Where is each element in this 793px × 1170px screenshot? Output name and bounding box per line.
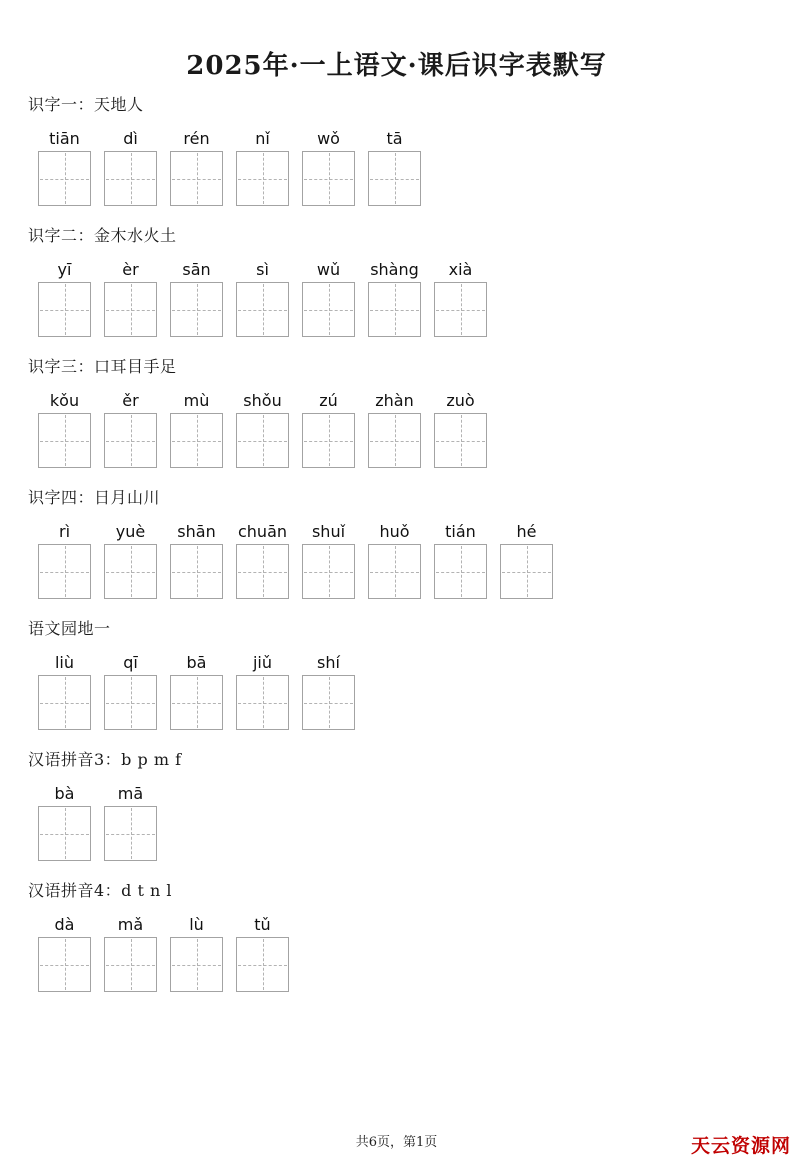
- tianzige-writing-box[interactable]: [302, 675, 355, 730]
- tianzige-writing-box[interactable]: [104, 282, 157, 337]
- tianzige-writing-box[interactable]: [368, 544, 421, 599]
- pinyin-label: tiān: [49, 129, 80, 148]
- character-cell: [38, 392, 91, 468]
- tianzige-horizontal-dashed-line: [436, 310, 485, 311]
- character-cell: [236, 261, 289, 337]
- tianzige-writing-box[interactable]: [236, 937, 289, 992]
- character-cell: [236, 916, 289, 992]
- worksheet-page: [0, 48, 793, 1157]
- character-cell: [170, 654, 223, 730]
- pinyin-label: mā: [117, 784, 144, 803]
- section-header: 汉语拼音4：d t n l: [28, 881, 173, 900]
- pinyin-label: jiǔ: [252, 653, 273, 672]
- grid-row: [38, 654, 793, 730]
- pinyin-label: shuǐ: [311, 522, 346, 541]
- section-header: 识字四：日月山川: [28, 488, 161, 507]
- tianzige-horizontal-dashed-line: [106, 179, 155, 180]
- character-cell: [434, 261, 487, 337]
- tianzige-writing-box[interactable]: [170, 151, 223, 206]
- character-cell: [170, 523, 223, 599]
- tianzige-writing-box[interactable]: [434, 544, 487, 599]
- character-cell: [236, 130, 289, 206]
- character-cell: [302, 392, 355, 468]
- pinyin-label: zhàn: [375, 391, 414, 410]
- tianzige-horizontal-dashed-line: [40, 703, 89, 704]
- character-cell: [170, 392, 223, 468]
- tianzige-horizontal-dashed-line: [106, 965, 155, 966]
- character-cell: [170, 130, 223, 206]
- tianzige-horizontal-dashed-line: [40, 310, 89, 311]
- tianzige-writing-box[interactable]: [236, 544, 289, 599]
- tianzige-horizontal-dashed-line: [106, 703, 155, 704]
- tianzige-horizontal-dashed-line: [238, 572, 287, 573]
- pinyin-label: shàng: [370, 260, 419, 279]
- tianzige-writing-box[interactable]: [236, 151, 289, 206]
- tianzige-horizontal-dashed-line: [172, 703, 221, 704]
- tianzige-horizontal-dashed-line: [304, 572, 353, 573]
- character-cell: [38, 916, 91, 992]
- pinyin-label: chuān: [237, 522, 288, 541]
- pinyin-label: ěr: [122, 391, 139, 410]
- tianzige-horizontal-dashed-line: [304, 179, 353, 180]
- tianzige-writing-box[interactable]: [38, 544, 91, 599]
- character-cell: [104, 654, 157, 730]
- pinyin-label: shí: [317, 653, 340, 672]
- pinyin-label: yuè: [115, 522, 146, 541]
- character-cell: [38, 654, 91, 730]
- tianzige-horizontal-dashed-line: [106, 834, 155, 835]
- tianzige-horizontal-dashed-line: [304, 703, 353, 704]
- character-cell: [104, 523, 157, 599]
- worksheet-section: [0, 751, 793, 861]
- tianzige-writing-box[interactable]: [236, 675, 289, 730]
- worksheet-section: [0, 358, 793, 468]
- tianzige-horizontal-dashed-line: [238, 965, 287, 966]
- tianzige-writing-box[interactable]: [236, 413, 289, 468]
- character-cell: [104, 130, 157, 206]
- tianzige-horizontal-dashed-line: [172, 441, 221, 442]
- worksheet-section: [0, 620, 793, 730]
- pinyin-label: shǒu: [243, 391, 282, 410]
- pinyin-label: tián: [445, 522, 476, 541]
- tianzige-writing-box[interactable]: [38, 151, 91, 206]
- tianzige-horizontal-dashed-line: [304, 441, 353, 442]
- tianzige-horizontal-dashed-line: [304, 310, 353, 311]
- tianzige-writing-box[interactable]: [434, 413, 487, 468]
- watermark: 天云资源网: [690, 1135, 791, 1157]
- character-cell: [500, 523, 553, 599]
- character-cell: [104, 916, 157, 992]
- tianzige-horizontal-dashed-line: [40, 834, 89, 835]
- pinyin-label: rén: [183, 129, 210, 148]
- grid-row: [38, 130, 793, 206]
- character-cell: [302, 654, 355, 730]
- tianzige-writing-box[interactable]: [170, 675, 223, 730]
- pinyin-label: kǒu: [49, 391, 80, 410]
- pinyin-label: tǔ: [254, 915, 271, 934]
- tianzige-writing-box[interactable]: [104, 937, 157, 992]
- tianzige-writing-box[interactable]: [170, 544, 223, 599]
- character-cell: [236, 523, 289, 599]
- pinyin-label: wǔ: [316, 260, 341, 279]
- sections-container: [0, 96, 793, 992]
- pinyin-label: èr: [122, 260, 139, 279]
- tianzige-writing-box[interactable]: [302, 151, 355, 206]
- tianzige-horizontal-dashed-line: [238, 703, 287, 704]
- tianzige-writing-box[interactable]: [104, 413, 157, 468]
- pinyin-label: zuò: [446, 391, 475, 410]
- character-cell: [104, 392, 157, 468]
- character-cell: [368, 392, 421, 468]
- tianzige-horizontal-dashed-line: [172, 310, 221, 311]
- tianzige-writing-box[interactable]: [170, 413, 223, 468]
- tianzige-writing-box[interactable]: [38, 282, 91, 337]
- tianzige-writing-box[interactable]: [434, 282, 487, 337]
- tianzige-horizontal-dashed-line: [106, 441, 155, 442]
- pinyin-label: sān: [182, 260, 211, 279]
- tianzige-writing-box[interactable]: [38, 937, 91, 992]
- pinyin-label: mù: [183, 391, 210, 410]
- pinyin-label: nǐ: [255, 129, 270, 148]
- tianzige-horizontal-dashed-line: [238, 310, 287, 311]
- tianzige-horizontal-dashed-line: [40, 572, 89, 573]
- pinyin-label: qī: [123, 653, 138, 672]
- character-cell: [38, 785, 91, 861]
- character-cell: [236, 654, 289, 730]
- tianzige-horizontal-dashed-line: [436, 441, 485, 442]
- pinyin-label: tā: [386, 129, 403, 148]
- tianzige-writing-box[interactable]: [104, 151, 157, 206]
- pinyin-label: huǒ: [379, 522, 410, 541]
- tianzige-horizontal-dashed-line: [106, 310, 155, 311]
- section-header: 汉语拼音3：b p m f: [28, 750, 182, 769]
- tianzige-horizontal-dashed-line: [370, 572, 419, 573]
- tianzige-horizontal-dashed-line: [436, 572, 485, 573]
- tianzige-writing-box[interactable]: [104, 806, 157, 861]
- character-cell: [368, 523, 421, 599]
- pinyin-label: rì: [58, 522, 71, 541]
- pinyin-label: sì: [256, 260, 269, 279]
- tianzige-horizontal-dashed-line: [40, 179, 89, 180]
- character-cell: [170, 261, 223, 337]
- tianzige-writing-box[interactable]: [170, 937, 223, 992]
- pinyin-label: dà: [54, 915, 75, 934]
- pinyin-label: shān: [177, 522, 216, 541]
- pinyin-label: dì: [123, 129, 138, 148]
- tianzige-horizontal-dashed-line: [238, 441, 287, 442]
- worksheet-section: [0, 882, 793, 992]
- pinyin-label: liù: [54, 653, 75, 672]
- character-cell: [302, 130, 355, 206]
- character-cell: [170, 916, 223, 992]
- pinyin-label: lù: [189, 915, 204, 934]
- character-cell: [434, 392, 487, 468]
- tianzige-horizontal-dashed-line: [370, 310, 419, 311]
- character-cell: [302, 261, 355, 337]
- tianzige-horizontal-dashed-line: [106, 572, 155, 573]
- worksheet-section: [0, 227, 793, 337]
- character-cell: [38, 130, 91, 206]
- pinyin-label: bà: [54, 784, 75, 803]
- tianzige-writing-box[interactable]: [368, 282, 421, 337]
- grid-row: [38, 392, 793, 468]
- grid-row: [38, 523, 793, 599]
- character-cell: [434, 523, 487, 599]
- pinyin-label: mǎ: [117, 915, 144, 934]
- character-cell: [368, 261, 421, 337]
- tianzige-horizontal-dashed-line: [238, 179, 287, 180]
- character-cell: [104, 261, 157, 337]
- worksheet-section: [0, 96, 793, 206]
- tianzige-horizontal-dashed-line: [172, 179, 221, 180]
- tianzige-horizontal-dashed-line: [40, 965, 89, 966]
- section-header: 识字二：金木水火土: [28, 226, 177, 245]
- tianzige-horizontal-dashed-line: [370, 441, 419, 442]
- tianzige-writing-box[interactable]: [500, 544, 553, 599]
- tianzige-writing-box[interactable]: [302, 282, 355, 337]
- character-cell: [368, 130, 421, 206]
- tianzige-writing-box[interactable]: [38, 675, 91, 730]
- character-cell: [236, 392, 289, 468]
- section-header: 语文园地一: [28, 619, 111, 638]
- character-cell: [38, 261, 91, 337]
- tianzige-writing-box[interactable]: [236, 282, 289, 337]
- worksheet-section: [0, 489, 793, 599]
- page-footer: 共6页，第1页: [355, 1135, 438, 1150]
- tianzige-writing-box[interactable]: [104, 544, 157, 599]
- tianzige-writing-box[interactable]: [104, 675, 157, 730]
- tianzige-horizontal-dashed-line: [40, 441, 89, 442]
- character-cell: [104, 785, 157, 861]
- pinyin-label: xià: [448, 260, 473, 279]
- pinyin-label: wǒ: [317, 129, 340, 148]
- tianzige-writing-box[interactable]: [368, 151, 421, 206]
- grid-row: [38, 916, 793, 992]
- pinyin-label: hé: [516, 522, 537, 541]
- pinyin-label: zú: [319, 391, 338, 410]
- character-cell: [38, 523, 91, 599]
- tianzige-writing-box[interactable]: [368, 413, 421, 468]
- section-header: 识字三：口耳目手足: [28, 357, 177, 376]
- tianzige-writing-box[interactable]: [38, 413, 91, 468]
- character-cell: [302, 523, 355, 599]
- tianzige-horizontal-dashed-line: [370, 179, 419, 180]
- pinyin-label: yī: [57, 260, 72, 279]
- tianzige-writing-box[interactable]: [302, 413, 355, 468]
- section-header: 识字一：天地人: [28, 95, 144, 114]
- tianzige-horizontal-dashed-line: [502, 572, 551, 573]
- tianzige-writing-box[interactable]: [302, 544, 355, 599]
- tianzige-writing-box[interactable]: [38, 806, 91, 861]
- tianzige-horizontal-dashed-line: [172, 965, 221, 966]
- grid-row: [38, 261, 793, 337]
- tianzige-horizontal-dashed-line: [172, 572, 221, 573]
- page-title: 2025年·一上语文·课后识字表默写: [186, 51, 607, 81]
- pinyin-label: bā: [186, 653, 207, 672]
- tianzige-writing-box[interactable]: [170, 282, 223, 337]
- grid-row: [38, 785, 793, 861]
